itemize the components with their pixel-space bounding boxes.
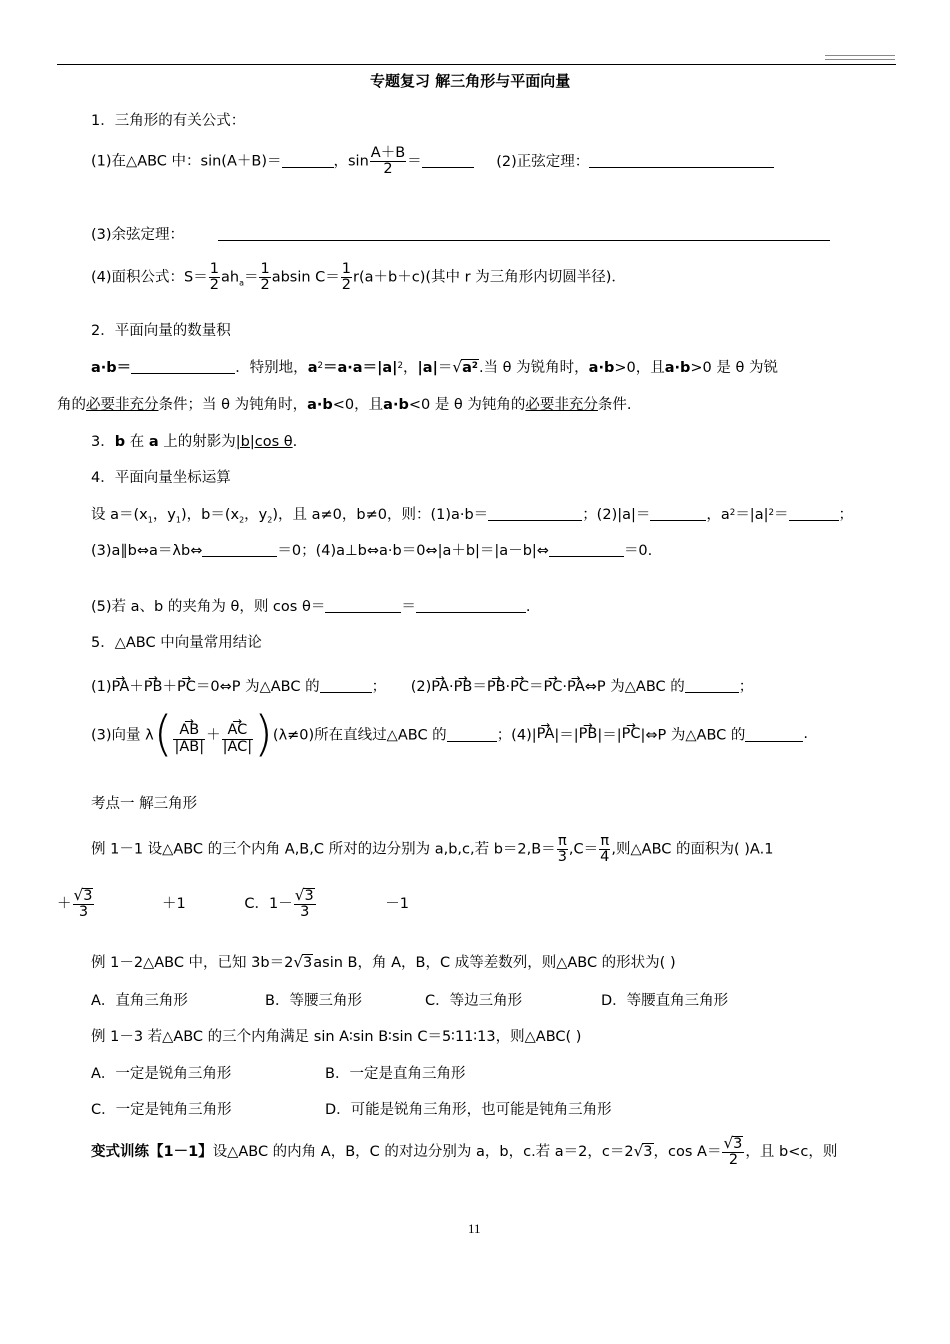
vector-PA: → PA — [112, 679, 130, 695]
frac-den: |AC| — [222, 738, 253, 755]
subscript: a — [239, 278, 244, 288]
ex-text: 例 1－1 设△ABC 的三个内角 A,B,C 所对的边分别为 a,b,c,若 b＝2,B＝ — [91, 841, 556, 858]
sqrt-icon: √ — [73, 886, 84, 904]
b-vector: b — [114, 434, 126, 450]
blank — [218, 226, 830, 242]
ex-text: ,C＝ — [568, 841, 599, 858]
ex-text: －1 — [385, 896, 410, 913]
frac-den: 2 — [341, 277, 352, 294]
s4-text: ，a — [706, 507, 730, 523]
example-1-3: 例 1－3 若△ABC 的三个内角满足 sin A∶sin B∶sin C＝5∶11∶13，则△ABC( ) — [91, 1029, 582, 1045]
subscript: 1 — [175, 515, 181, 525]
frac-den: 2 — [728, 1152, 739, 1169]
vector-AC: → AC — [227, 723, 247, 738]
frac-den: |AB| — [174, 738, 205, 755]
dot: · — [449, 679, 454, 695]
s5-text: |＝| — [554, 727, 579, 744]
sqrt-body: 3 — [643, 1144, 653, 1161]
s5-text: ＝0⇔P 为△ABC 的 — [195, 679, 320, 695]
ex-text: C．1－ — [244, 896, 293, 913]
superscript: 2 — [768, 508, 774, 519]
sqrt-icon: √ — [452, 358, 463, 376]
fraction — [370, 146, 406, 177]
s2-text: 条件；当 θ 为钝角时， — [158, 397, 308, 413]
ex-text: ＋ — [57, 896, 72, 913]
s4-text: ＝ — [774, 507, 789, 523]
blank — [685, 678, 739, 694]
subscript: 2 — [239, 515, 245, 525]
s1-line3 — [91, 223, 830, 244]
underlined-term: 必要非充分 — [86, 397, 159, 413]
s1-line4 — [91, 262, 626, 293]
dot-product: a·b — [664, 360, 691, 376]
superscript: 2 — [471, 361, 478, 372]
s4-text: ；(2)|a|＝ — [582, 507, 651, 523]
s1-line1 — [91, 146, 774, 177]
sine-law-label: (2)正弦定理： — [496, 153, 590, 170]
s5-text: ⇔P 为△ABC 的 — [584, 679, 685, 695]
sqrt-body: 3 — [303, 955, 313, 971]
s4-text: ，y — [152, 507, 176, 523]
plus: ＋ — [162, 679, 177, 695]
s4-text: (5)若 a、b 的夹角为 θ，则 cos θ＝ — [91, 599, 326, 615]
blank — [549, 542, 624, 558]
vector-PC: → PC — [177, 679, 196, 695]
s4-line3 — [91, 595, 530, 616]
vector-PA: → PA — [567, 679, 585, 695]
s5-text: (3)向量 λ — [91, 727, 154, 744]
ex2-option-a: A．直角三角形 — [91, 993, 188, 1009]
frac-num: 1 — [260, 261, 270, 277]
area-r: r(a＋b＋c)(其中 r 为三角形内切圆半径)． — [353, 269, 626, 286]
s2-text: ．特别地， — [235, 360, 308, 376]
s5-text: (1) — [91, 679, 112, 695]
s2-line1 — [91, 356, 778, 377]
section4-heading: 4．平面向量坐标运算 — [91, 470, 231, 486]
s4-text: (3)a∥b⇔a＝λb⇔ — [91, 543, 203, 559]
superscript: 2 — [397, 361, 404, 372]
subscript: 2 — [267, 515, 273, 525]
s4-text: . — [525, 599, 531, 615]
frac-den: 2 — [260, 277, 270, 294]
frac-num — [294, 888, 316, 905]
vector-PC: → PC — [544, 679, 563, 695]
dot-product: a·b＝ — [91, 360, 132, 376]
a-vector: a — [462, 360, 472, 376]
s5-text: (λ≠0)所在直线过△ABC 的 — [272, 727, 447, 744]
plus: ＋ — [129, 679, 144, 695]
equals: ＝ — [472, 679, 487, 695]
fraction-pi-3 — [557, 834, 568, 865]
fraction-half — [341, 262, 352, 293]
fraction-sqrt3-3 — [294, 888, 316, 920]
area-ah: ah — [220, 269, 240, 286]
s4-line1 — [91, 503, 853, 525]
ex2-option-d: D．等腰直角三角形 — [601, 993, 729, 1009]
s5-text: (2) — [410, 679, 432, 695]
dot: · — [505, 679, 511, 695]
ex2-option-c: C．等边三角形 — [425, 993, 523, 1009]
frac-den: 3 — [78, 904, 89, 921]
s4-text: ＝0. — [623, 543, 653, 559]
blank — [325, 598, 401, 614]
example-1-1 — [91, 834, 773, 865]
ex-text: asin B，角 A，B，C 成等差数列，则△ABC 的形状为( ) — [313, 955, 676, 971]
s4-line2 — [91, 539, 652, 560]
sqrt-icon: √ — [723, 1134, 734, 1152]
superscript: 2 — [729, 508, 736, 519]
s5-text: |⇔P 为△ABC 的 — [640, 727, 746, 744]
section3 — [91, 430, 297, 451]
sqrt-body: 3 — [733, 1136, 743, 1152]
ex-text: 例 1－2△ABC 中，已知 3b＝2 — [91, 955, 294, 971]
s5-text: ； — [738, 679, 754, 695]
s3-text: 在 — [125, 434, 149, 450]
s5-text: . — [803, 726, 809, 742]
a-vector: a — [148, 434, 159, 450]
left-paren-icon: ( — [153, 706, 173, 762]
s2-text: .当 θ 为锐角时， — [478, 360, 589, 376]
equals: ＝ — [529, 679, 544, 695]
s1-line1-c: ＝ — [407, 153, 422, 170]
s4-text: )，且 a≠0，b≠0，则：(1)a·b＝ — [272, 507, 489, 523]
s2-text: >0 是 θ 为锐 — [690, 360, 778, 376]
frac-den: 3 — [557, 849, 567, 866]
frac-den: 4 — [600, 849, 610, 866]
equals: ＝ — [437, 360, 453, 376]
s2-text: 角的 — [57, 397, 86, 413]
header-rule — [57, 64, 896, 65]
page-number: 11 — [468, 1221, 481, 1236]
blank — [422, 152, 474, 168]
fraction-half — [259, 262, 270, 293]
page-title: 专题复习 解三角形与平面向量 — [370, 72, 571, 90]
s5-text: ；(4)| — [496, 727, 537, 744]
s5-text: ； — [371, 679, 387, 695]
frac-num: 1 — [209, 261, 219, 277]
s1-line1-b: ，sin — [333, 153, 369, 170]
ex3-option-a: A．一定是锐角三角形 — [91, 1066, 232, 1082]
dot-product: a·b — [307, 397, 333, 413]
sqrt-icon: √ — [293, 953, 304, 971]
s3-num: 3． — [91, 434, 115, 450]
subscript: 1 — [147, 515, 153, 525]
ex2-option-b: B．等腰三角形 — [265, 993, 362, 1009]
abs-a: |a| — [417, 360, 438, 376]
vector-PA: → PA — [537, 726, 555, 742]
s4-text: ＝0；(4)a⊥b⇔a·b＝0⇔|a＋b|＝|a－b|⇔ — [277, 543, 549, 559]
frac-num — [73, 888, 95, 905]
s5-line1 — [91, 675, 753, 696]
ex-text: 设△ABC 的内角 A，B，C 的对边分别为 a，b，c.若 a＝2，c＝2 — [212, 1144, 634, 1161]
s2-text: 条件. — [597, 397, 632, 413]
blank — [745, 726, 803, 742]
vector-PB: → PB — [487, 679, 506, 695]
fraction-sqrt3-2 — [722, 1136, 744, 1168]
frac-num — [722, 1136, 744, 1153]
topic1-heading: 考点一 解三角形 — [91, 796, 198, 812]
right-paren-icon: ) — [254, 706, 273, 762]
section2-heading: 2．平面向量的数量积 — [91, 323, 231, 339]
s2-text: <0，且 — [332, 397, 384, 413]
blank — [789, 506, 839, 522]
blank — [589, 152, 774, 168]
s2-eq: ＝a·a＝ — [323, 360, 378, 376]
frac-num: A＋B — [370, 145, 406, 161]
plus: ＋ — [206, 727, 221, 744]
frac-den: 3 — [300, 904, 310, 921]
projection: |b|cos θ — [235, 434, 293, 450]
blank — [650, 506, 706, 522]
s2-comma: ， — [403, 360, 418, 376]
vector-PA: → PA — [431, 679, 449, 695]
s4-text: 设 a＝(x — [91, 507, 148, 523]
fraction-half — [209, 262, 220, 293]
blank — [131, 359, 235, 375]
s4-text: ＝ — [401, 599, 416, 615]
s3-text: . — [292, 434, 298, 450]
sqrt-body: 3 — [304, 888, 314, 904]
s5-line2 — [91, 706, 809, 774]
ex-text: ＋1 — [162, 896, 186, 913]
fraction-sqrt3-3 — [73, 888, 95, 920]
s1-line1-a: (1)在△ABC 中：sin(A＋B)＝ — [91, 153, 282, 170]
section1-heading: 1．三角形的有关公式： — [91, 113, 246, 129]
example-1-1-options — [57, 888, 409, 920]
ex-text: ,则△ABC 的面积为( )A.1 — [611, 841, 774, 858]
variant-label: 变式训练【1－1】 — [91, 1144, 213, 1161]
sqrt-body: 3 — [83, 888, 93, 904]
frac-num: π — [557, 833, 567, 849]
blank — [416, 598, 526, 614]
variant-training — [91, 1136, 837, 1168]
frac-num: π — [600, 833, 610, 849]
vector-PB: → PB — [579, 726, 598, 742]
ex-text: ，cos A＝ — [653, 1144, 722, 1161]
blank — [282, 152, 334, 168]
ex3-option-c: C．一定是钝角三角形 — [91, 1102, 232, 1118]
frac-num: 1 — [341, 261, 352, 277]
vector-PB: → PB — [454, 679, 473, 695]
blank — [447, 726, 497, 742]
header-rule-small-1 — [825, 55, 895, 56]
dot: · — [562, 679, 567, 695]
fraction-AB — [173, 713, 205, 754]
superscript: 2 — [317, 361, 324, 372]
blank — [320, 678, 372, 694]
frac-num — [173, 713, 205, 739]
header-rule-small-2 — [825, 59, 895, 60]
s4-text: ＝|a| — [735, 507, 769, 523]
underlined-term: 必要非充分 — [525, 397, 598, 413]
s2-text: <0 是 θ 为钝角的 — [408, 397, 526, 413]
cosine-law-label: (3)余弦定理： — [91, 227, 185, 243]
frac-den: 2 — [209, 277, 219, 294]
equals: ＝ — [243, 269, 259, 286]
vector-PC: → PC — [510, 679, 529, 695]
s3-text: 上的射影为 — [158, 434, 236, 450]
s5-text: |＝| — [597, 727, 622, 744]
area-absin: absin C＝ — [271, 269, 340, 286]
sqrt-icon: √ — [294, 886, 305, 904]
area-formula-label: (4)面积公式：S＝ — [91, 269, 208, 286]
blank — [488, 506, 582, 522]
dot-product: a·b — [588, 360, 615, 376]
example-1-2 — [91, 951, 676, 972]
blank — [202, 542, 277, 558]
a-vector: a — [307, 360, 318, 376]
sqrt-body — [461, 359, 479, 376]
fraction-AC — [222, 713, 254, 754]
ex3-option-d: D．可能是锐角三角形，也可能是钝角三角形 — [325, 1102, 612, 1118]
s2-text: >0，且 — [614, 360, 665, 376]
ex3-option-b: B．一定是直角三角形 — [325, 1066, 466, 1082]
section5-heading: 5．△ABC 中向量常用结论 — [91, 635, 262, 651]
s4-text: )，b＝(x — [180, 507, 240, 523]
ex-text: ，且 b<c，则 — [745, 1144, 838, 1161]
vector-PC: → PC — [622, 726, 641, 742]
fraction-pi-4 — [599, 834, 610, 865]
frac-den: 2 — [383, 161, 393, 178]
abs-a: |a| — [377, 360, 398, 376]
vector-PB: → PB — [144, 679, 163, 695]
s4-text: ，y — [244, 507, 268, 523]
frac-num — [222, 713, 254, 739]
sqrt-icon: √ — [633, 1142, 644, 1161]
s4-text: ； — [838, 507, 853, 523]
vector-AB: → AB — [179, 723, 199, 738]
dot-product: a·b — [383, 397, 409, 413]
s2-line2 — [57, 393, 632, 414]
